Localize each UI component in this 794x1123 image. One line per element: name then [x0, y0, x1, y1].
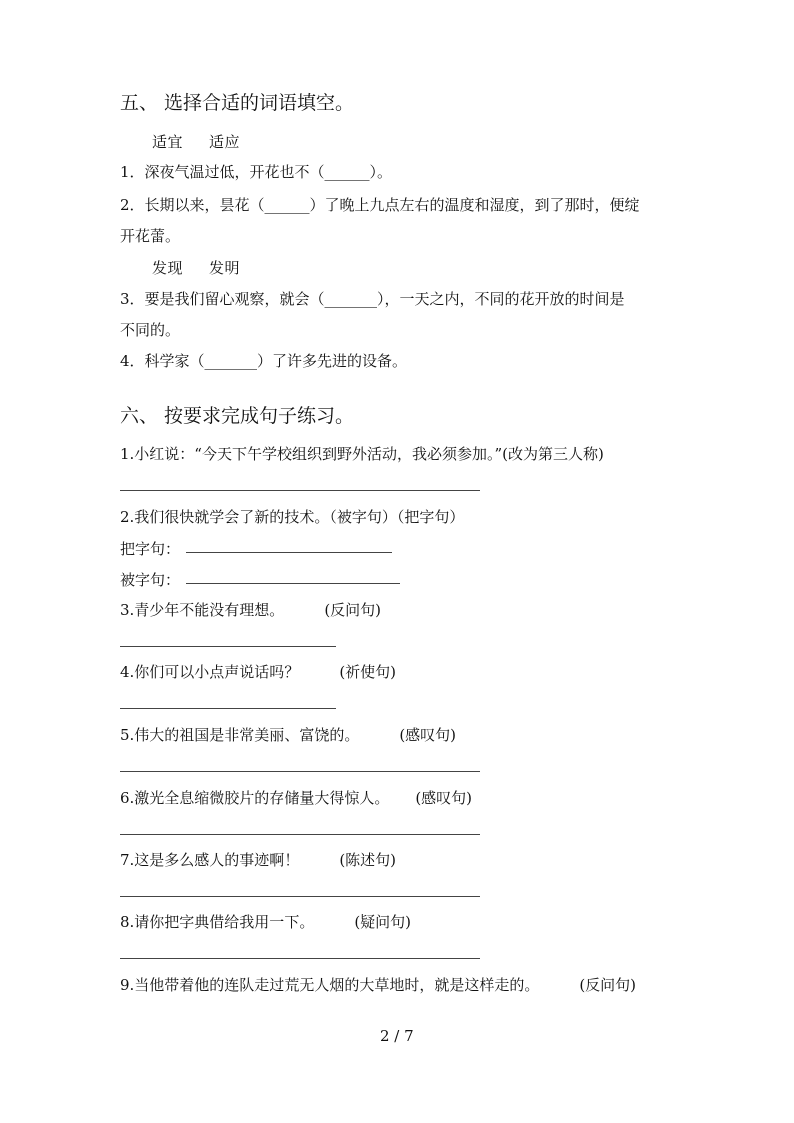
answer-line[interactable]	[120, 896, 480, 897]
question-6-9	[120, 974, 636, 995]
question-5-3-line2: 不同的。	[120, 321, 181, 339]
question-6-8	[120, 911, 411, 932]
word-choice: 发现	[152, 259, 184, 277]
sentence-type: (祈使句)	[339, 663, 397, 681]
question-text: 4.你们可以小点声说话吗？	[120, 663, 300, 681]
question-text: 8.请你把字典借给我用一下。	[120, 913, 315, 931]
answer-line[interactable]	[120, 490, 480, 491]
word-choices-1	[152, 131, 240, 152]
answer-line[interactable]	[120, 834, 480, 835]
question-6-3	[120, 599, 381, 620]
page-number: 2 / 7	[380, 1027, 414, 1045]
question-5-2-line1: 2．长期以来，昙花（______）了晚上九点左右的温度和湿度，到了那时，便绽	[120, 196, 640, 214]
section5-title: 五、 选择合适的词语填空。	[120, 92, 355, 114]
sentence-type: (感叹句)	[399, 726, 457, 744]
word-choice: 适宜	[152, 133, 184, 151]
answer-line[interactable]	[120, 646, 336, 647]
word-choices-2	[152, 257, 240, 278]
answer-line-ba[interactable]	[186, 552, 392, 553]
question-6-1: 1.小红说：“今天下午学校组织到野外活动，我必须参加。”(改为第三人称)	[120, 445, 604, 463]
question-5-3-line1: 3．要是我们留心观察，就会（_______），一天之内，不同的花开放的时间是	[120, 290, 625, 308]
sentence-type: (反问句)	[324, 601, 382, 619]
section6-title: 六、 按要求完成句子练习。	[120, 405, 355, 427]
answer-line[interactable]	[120, 771, 480, 772]
bei-sentence-label: 被字句：	[120, 571, 181, 589]
question-text: 3.青少年不能没有理想。	[120, 601, 285, 619]
question-text: 5.伟大的祖国是非常美丽、富饶的。	[120, 726, 360, 744]
question-6-4	[120, 661, 396, 682]
question-5-2-line2: 开花蕾。	[120, 227, 181, 245]
question-text: 6.激光全息缩微胶片的存储量大得惊人。	[120, 789, 390, 807]
word-choice: 发明	[209, 259, 241, 277]
sentence-type: (感叹句)	[415, 789, 473, 807]
ba-sentence-label: 把字句：	[120, 540, 181, 558]
answer-line[interactable]	[120, 958, 480, 959]
question-5-1: 1．深夜气温过低，开花也不（______）。	[120, 163, 393, 181]
sentence-type: (陈述句)	[339, 851, 397, 869]
question-5-4: 4．科学家（_______）了许多先进的设备。	[120, 352, 408, 370]
sentence-type: (反问句)	[579, 976, 637, 994]
sentence-type: (疑问句)	[354, 913, 412, 931]
question-6-5	[120, 724, 456, 745]
question-6-2: 2.我们很快就学会了新的技术。（被字句）（把字句）	[120, 508, 465, 526]
answer-line[interactable]	[120, 708, 336, 709]
question-text: 9.当他带着他的连队走过荒无人烟的大草地时，就是这样走的。	[120, 976, 540, 994]
question-6-7	[120, 849, 396, 870]
question-text: 7.这是多么感人的事迹啊！	[120, 851, 300, 869]
word-choice: 适应	[209, 133, 241, 151]
question-6-6	[120, 787, 472, 808]
answer-line-bei[interactable]	[186, 583, 400, 584]
